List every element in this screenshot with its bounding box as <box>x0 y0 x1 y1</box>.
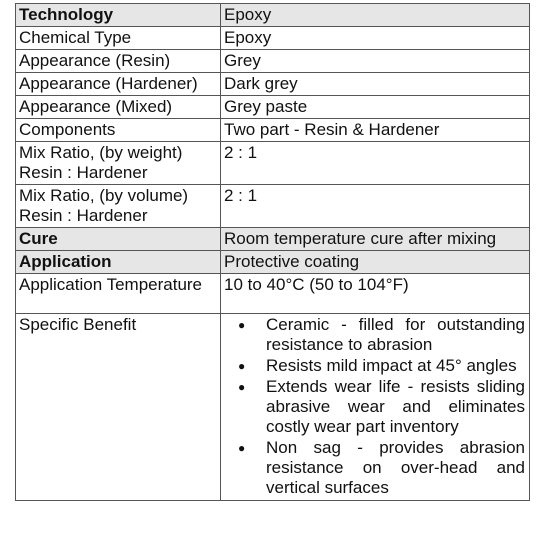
row-value: Two part - Resin & Hardener <box>221 119 530 142</box>
row-value: Epoxy <box>221 27 530 50</box>
row-value: 2 : 1 <box>221 142 530 185</box>
row-label: Appearance (Mixed) <box>16 96 221 119</box>
row-value: Room temperature cure after mixing <box>221 228 530 251</box>
row-value: Dark grey <box>221 73 530 96</box>
row-value: Grey paste <box>221 96 530 119</box>
row-value: Epoxy <box>221 4 530 27</box>
row-label: Cure <box>16 228 221 251</box>
table-row-cure <box>16 228 530 251</box>
list-item: ● Non sag - provides abrasion resistance on over-head and vertical surfaces <box>224 438 526 498</box>
table-row-application-temperature <box>16 274 530 314</box>
specification-table <box>15 3 530 501</box>
table-row-mix-ratio-weight <box>16 142 530 185</box>
row-label: Application <box>16 251 221 274</box>
table-row-appearance-mixed <box>16 96 530 119</box>
row-label: Specific Benefit <box>16 314 221 501</box>
row-label: Chemical Type <box>16 27 221 50</box>
row-label: Technology <box>16 4 221 27</box>
row-label: Components <box>16 119 221 142</box>
table-row-mix-ratio-volume <box>16 185 530 228</box>
row-value: 2 : 1 <box>221 185 530 228</box>
list-item: ● Resists mild impact at 45° angles <box>224 356 526 376</box>
row-label: Appearance (Resin) <box>16 50 221 73</box>
table-row-appearance-resin <box>16 50 530 73</box>
table-row-appearance-hardener <box>16 73 530 96</box>
row-label: Application Temperature <box>16 274 221 314</box>
table-row-specific-benefit <box>16 314 530 501</box>
table-row-components <box>16 119 530 142</box>
list-item: ● Ceramic - filled for outstanding resistance to abrasion <box>224 315 526 355</box>
table-row-chemical-type <box>16 27 530 50</box>
row-value: 10 to 40°C (50 to 104°F) <box>221 274 530 314</box>
benefit-list <box>224 315 526 498</box>
row-value: Protective coating <box>221 251 530 274</box>
row-label: Mix Ratio, (by weight) Resin : Hardener <box>16 142 221 185</box>
row-label: Appearance (Hardener) <box>16 73 221 96</box>
table-row-technology <box>16 4 530 27</box>
row-label: Mix Ratio, (by volume) Resin : Hardener <box>16 185 221 228</box>
table-row-application <box>16 251 530 274</box>
list-item: ● Extends wear life - resists sliding abrasive wear and eliminates costly wear part inventory <box>224 377 526 437</box>
row-value <box>221 314 530 501</box>
row-value: Grey <box>221 50 530 73</box>
